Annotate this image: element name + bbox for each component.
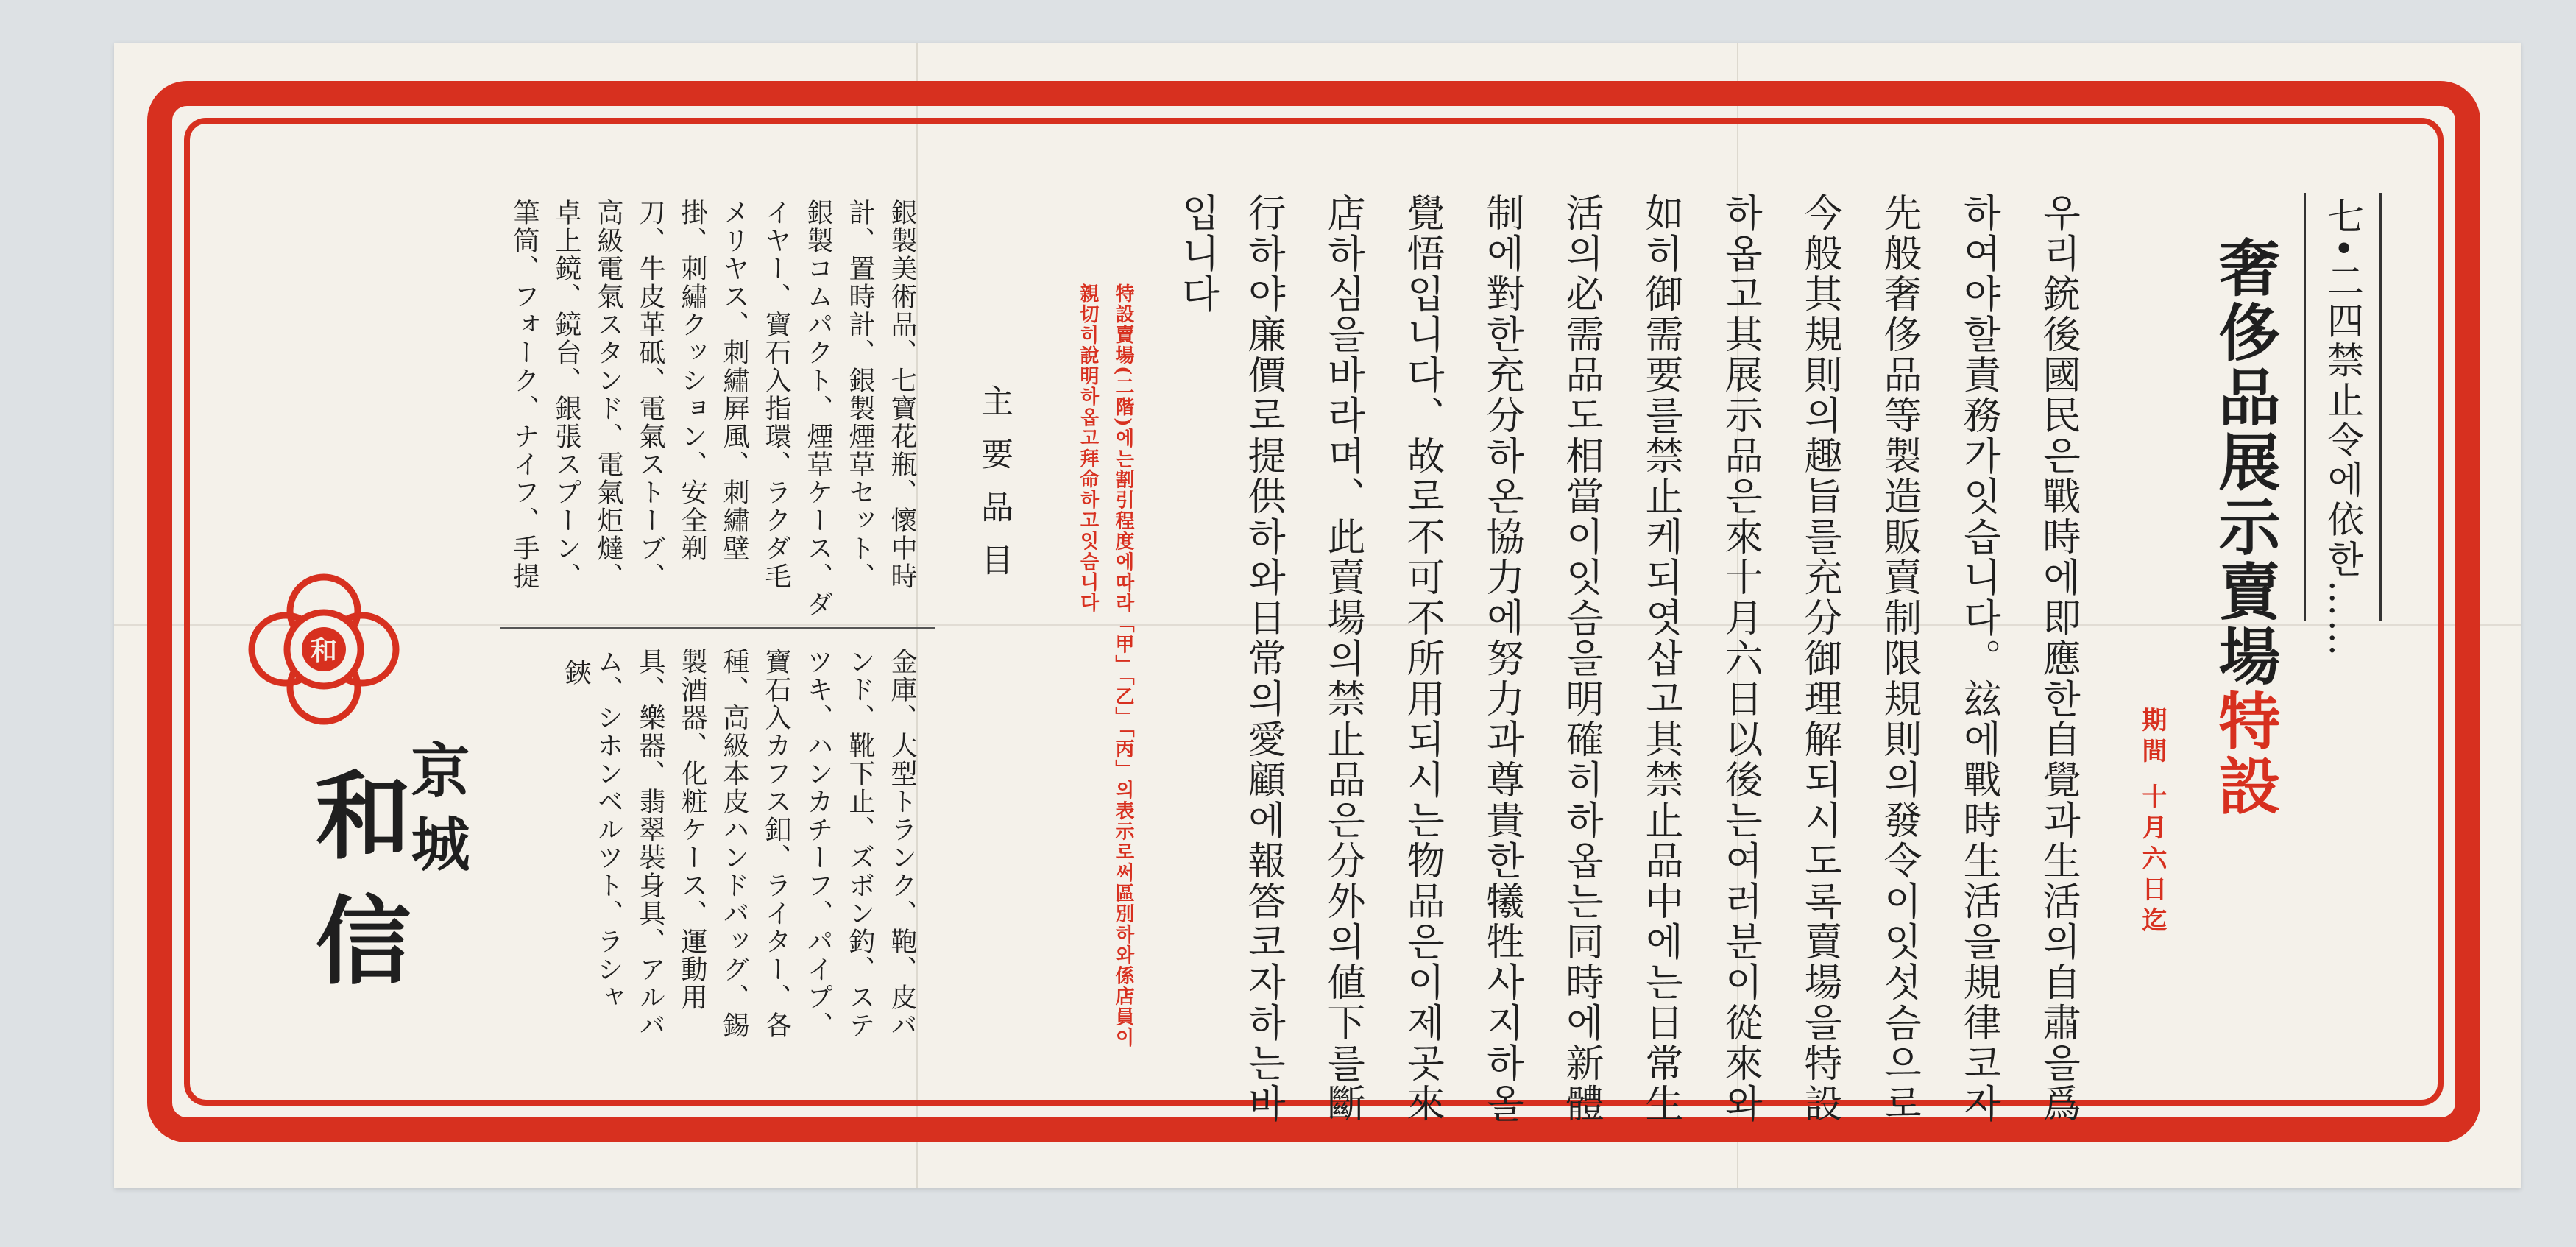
item-line: ム、シホンベルツト、ラシャ [593,648,623,1011]
body-line: 今般其規則의趣旨를充分御理解되시도록賣場을特設 [1797,193,1841,1124]
store-name: 和信 [300,766,412,1016]
items-divider [500,627,935,629]
item-line: 筆筒、フォーク、ナイフ、手提 [509,199,539,590]
body-line: 行하야廉價로提供하와日常의愛顧에報答코자하는바 [1241,193,1285,1124]
regulation-banner: 七•二四禁止令에依한…… [2304,193,2382,621]
item-line: ンド、靴下止、ズボン釣、ステ [845,648,875,1039]
item-line: 銀製コムパクト、煙草ケース、ダ [803,199,833,618]
body-line: 活의必需品도相當이잇슴을明確히하옵는同時에新體 [1559,193,1603,1124]
body-line: 先般奢侈品等製造販賣制限規則의發令이잇섯슴으로 [1877,193,1921,1124]
body-line: 店하심을바라며、此賣場의禁止品은分外의値下를斷 [1320,193,1365,1124]
item-line: 種、高級本皮ハンドバッグ、錫 [719,648,749,1039]
item-line: 銀製美術品、七寶花瓶、懷中時 [887,199,917,590]
store-city: 京城 [401,740,470,887]
notice-line: 親切히說明하옵고拜命하고잇슴니다 [1077,283,1099,613]
period-label: 期間 十月六日迄 [2137,707,2167,938]
title-main: 奢侈品展示賣場 [2209,236,2282,689]
item-line: ツキ、ハンカチーフ、パイプ、 [803,648,833,1039]
item-line: 具、樂器、翡翠裝身具、アルバ [635,648,665,1039]
item-line: 製酒器、化粧ケース、運動用 [677,648,707,1011]
item-line: 寶石入カフス釦、ライター、各 [761,648,791,1039]
items-heading: 主要品目 [975,384,1013,596]
body-line: 입니다 [1175,193,1219,314]
body-line: 우리銃後國民은戰時에即應한自覺과生活의自肅을爲 [2036,193,2080,1124]
item-line: 計、置時計、銀製煙草セット、 [845,199,875,590]
item-line: 卓上鏡、鏡台、銀張スプーン、 [551,199,581,590]
item-line: 掛、刺繡クッション、安全剃 [677,199,707,562]
title-red: 特設 [2209,689,2282,819]
notice-line: 特設賣場(二階)에는割引程度에따라「甲」「乙」「丙」의表示로써區別하와係店員이 [1112,283,1134,1048]
body-line: 하옵고其展示品은來十月六日以後는여러분이從來와 [1718,193,1762,1124]
item-line: イヤー、寶石入指環、ラクダ毛 [761,199,791,590]
body-line: 覺悟입니다、故로不可不所用되시는物品은이제곳來 [1400,193,1444,1124]
item-line: 金庫、大型トランク、鞄、皮バ [887,648,917,1039]
body-line: 하여야할責務가잇습니다。玆에戰時生活을規律코자 [1956,193,2000,1124]
body-line: 如히御需要를禁止케되엿삽고其禁止品中에는日常生 [1638,193,1682,1124]
item-line: 鋏 [561,659,591,687]
logo-char: 和 [310,636,338,666]
page-title [2201,236,2290,819]
body-line: 制에對한充分하온協力에努力과尊貴한犧牲사지하올 [1479,193,1524,1124]
item-line: メリヤス、刺繡屛風、刺繡壁 [719,199,749,562]
item-line: 刀、牛皮革砥、電氣ストーブ、 [635,199,665,590]
store-logo-icon [243,568,405,730]
item-line: 高級電氣スタンド、電氣炬燵、 [593,199,623,590]
